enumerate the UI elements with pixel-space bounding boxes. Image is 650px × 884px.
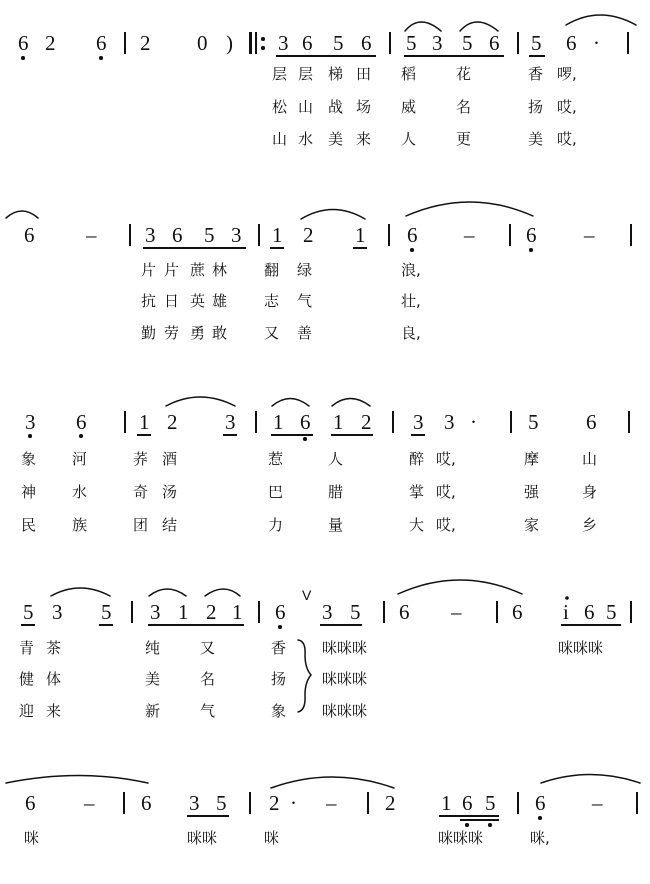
dash: –: [326, 791, 337, 815]
lyric: 勤: [141, 324, 157, 342]
lyric: 哎,: [557, 98, 577, 116]
tie: [541, 775, 640, 784]
underline: [143, 247, 246, 249]
note: 5: [350, 600, 361, 624]
lyric: 咪: [264, 829, 280, 847]
note: 3: [225, 410, 236, 434]
refrain-lyric: 咪咪咪: [322, 670, 368, 688]
lyric: 浪,: [401, 261, 421, 279]
note: 6: [489, 31, 500, 55]
lyric: 香: [528, 65, 544, 83]
bar-line: [630, 601, 632, 623]
lyric: 人: [328, 450, 344, 468]
lyric: 田: [356, 65, 372, 83]
lower-octave-dot: [465, 823, 469, 827]
lyric: 英: [190, 292, 206, 310]
slur: [332, 399, 370, 407]
note: 2: [140, 31, 151, 55]
close-paren: ): [226, 31, 233, 55]
lyric: 善: [297, 324, 313, 342]
note: 1: [355, 223, 366, 247]
underline: [187, 815, 229, 817]
bar-line: [258, 601, 260, 623]
lyric: 咪: [24, 829, 40, 847]
bar-line: [258, 224, 260, 246]
bar-line: [517, 792, 519, 814]
bar-line: [123, 792, 125, 814]
note: 6: [512, 600, 523, 624]
lyric: 摩: [524, 450, 540, 468]
underline: [99, 624, 113, 626]
lower-octave-dot: [28, 434, 32, 438]
slur: [51, 588, 110, 596]
note: 5: [101, 600, 112, 624]
bar-line: [383, 601, 385, 623]
lower-octave-dot: [303, 437, 307, 441]
note-high-1: i: [563, 600, 569, 624]
lyric: 河: [72, 450, 88, 468]
slur: [205, 589, 240, 596]
lower-octave-dot: [79, 434, 83, 438]
underline: [148, 624, 244, 626]
lyric: 哎,: [436, 516, 456, 534]
tie: [6, 211, 38, 218]
note: 1: [232, 600, 243, 624]
bar-line: [509, 224, 511, 246]
lyric: 威: [401, 98, 417, 116]
lyric: 又: [264, 324, 280, 342]
note: 6: [462, 791, 473, 815]
lyric: 身: [582, 483, 598, 501]
lyric: 松: [272, 98, 288, 116]
lyric: 力: [268, 516, 284, 534]
note: 6: [96, 31, 107, 55]
note: 6: [302, 31, 313, 55]
lyric: 来: [356, 130, 372, 148]
lyric: 劳: [164, 324, 180, 342]
note: 3: [278, 31, 289, 55]
note: 1: [441, 791, 452, 815]
note: 6: [535, 791, 546, 815]
note: 3: [145, 223, 156, 247]
lyric: 壮,: [401, 292, 421, 310]
note: 6: [399, 600, 410, 624]
note: 1: [178, 600, 189, 624]
underline: [411, 434, 425, 436]
repeat-dot: [261, 46, 265, 50]
lyric: 又: [200, 639, 216, 657]
note: 6: [76, 410, 87, 434]
lyric: 象: [271, 702, 287, 720]
lower-octave-dot: [529, 248, 533, 252]
bar-line: [124, 411, 126, 433]
lower-octave-dot: [21, 56, 25, 60]
lyric: 气: [297, 292, 313, 310]
note: 0: [197, 31, 208, 55]
note: 3: [231, 223, 242, 247]
dash: –: [464, 223, 475, 247]
lyric: 层: [272, 65, 288, 83]
dash: –: [84, 791, 95, 815]
underline: [561, 624, 621, 626]
note: 5: [406, 31, 417, 55]
refrain-lyric: 咪咪咪: [322, 702, 368, 720]
underline: [271, 434, 313, 436]
bar-line: [627, 32, 629, 54]
note: 5: [462, 31, 473, 55]
lyric: 咪咪咪: [438, 829, 484, 847]
lyric: 掌: [409, 483, 425, 501]
lyric: 雄: [212, 292, 228, 310]
note: 2: [269, 791, 280, 815]
lyric: 咪,: [530, 829, 550, 847]
lyric: 山: [272, 130, 288, 148]
lyric: 量: [328, 516, 344, 534]
lyric: 翻: [264, 261, 280, 279]
lyric: 名: [200, 670, 216, 688]
slur: [460, 22, 498, 31]
lyric: 片: [141, 261, 157, 279]
underline: [276, 55, 376, 57]
note: 5: [216, 791, 227, 815]
note: 5: [333, 31, 344, 55]
lyric: 名: [456, 98, 472, 116]
lower-octave-dot: [538, 816, 542, 820]
slur: [301, 210, 365, 220]
underline: [320, 624, 362, 626]
bar-line: [630, 224, 632, 246]
lyric: 纯: [145, 639, 161, 657]
lyric: 新: [145, 702, 161, 720]
lyric: 强: [524, 483, 540, 501]
note: 5: [23, 600, 34, 624]
underline: [331, 434, 373, 436]
underline: [137, 434, 151, 436]
bar-line: [124, 32, 126, 54]
note: 2: [303, 223, 314, 247]
lower-octave-dot: [488, 823, 492, 827]
slur: [149, 589, 186, 596]
note: 2: [45, 31, 56, 55]
note: 6: [566, 31, 577, 55]
lyric: 惹: [268, 450, 284, 468]
note: 6: [275, 600, 286, 624]
note: 3: [25, 410, 36, 434]
lyric: 扬: [528, 98, 544, 116]
note: 3: [189, 791, 200, 815]
lyric: 腊: [328, 483, 344, 501]
lyric: 健: [19, 670, 35, 688]
refrain-lyric: 咪咪咪: [558, 639, 604, 657]
lyric: 梯: [328, 65, 344, 83]
note: 6: [25, 791, 36, 815]
lyric: 美: [528, 130, 544, 148]
repeat-start-thin: [255, 32, 257, 54]
note: 2: [385, 791, 396, 815]
lyric: 水: [72, 483, 88, 501]
bar-line: [496, 601, 498, 623]
bar-line: [249, 792, 251, 814]
lyric: 哎,: [436, 450, 456, 468]
lyric: 稻: [401, 65, 417, 83]
note: 6: [24, 223, 35, 247]
note: 1: [273, 410, 284, 434]
lyric: 美: [328, 130, 344, 148]
lyric: 荞: [133, 450, 149, 468]
note: 2: [361, 410, 372, 434]
lyric: 敢: [212, 324, 228, 342]
lyric: 气: [200, 702, 216, 720]
bar-line: [131, 601, 133, 623]
note: 3: [432, 31, 443, 55]
bar-line: [517, 32, 519, 54]
augmentation-dot: ·: [593, 31, 600, 55]
verse-brace: [298, 640, 311, 712]
note: 6: [584, 600, 595, 624]
note: 6: [361, 31, 372, 55]
note: 5: [528, 410, 539, 434]
lyric: 林: [212, 261, 228, 279]
lyric: 花: [456, 65, 472, 83]
lyric: 日: [164, 292, 180, 310]
dash: –: [592, 791, 603, 815]
lyric: 志: [264, 292, 280, 310]
lyric: 抗: [141, 292, 157, 310]
dash: –: [451, 600, 462, 624]
lyric: 族: [72, 516, 88, 534]
bar-line: [389, 32, 391, 54]
note: 5: [485, 791, 496, 815]
lyric: 勇: [190, 324, 206, 342]
underline: [439, 815, 499, 817]
lyric: 山: [582, 450, 598, 468]
lower-octave-dot: [278, 625, 282, 629]
lyric: 醉: [409, 450, 425, 468]
bar-line: [628, 411, 630, 433]
note: 6: [407, 223, 418, 247]
bar-line: [392, 411, 394, 433]
note: 2: [206, 600, 217, 624]
underline: [223, 434, 237, 436]
lyric: 民: [21, 516, 37, 534]
note: 3: [52, 600, 63, 624]
slur: [166, 397, 235, 406]
underline: [21, 624, 35, 626]
note: 1: [139, 410, 150, 434]
lyric: 水: [298, 130, 314, 148]
repeat-start-thick: [249, 32, 252, 54]
lyric: 战: [328, 98, 344, 116]
lyric: 迎: [19, 702, 35, 720]
lyric: 啰,: [557, 65, 577, 83]
lyric: 团: [133, 516, 149, 534]
lyric: 片: [164, 261, 180, 279]
bar-line: [367, 792, 369, 814]
bar-line: [255, 411, 257, 433]
augmentation-dot: ·: [290, 791, 297, 815]
slur: [272, 399, 309, 407]
breath-mark: V: [302, 587, 312, 603]
lyric: 场: [356, 98, 372, 116]
lyric: 结: [162, 516, 178, 534]
augmentation-dot: ·: [470, 410, 477, 434]
tie: [566, 15, 636, 25]
note: 1: [333, 410, 344, 434]
lyric: 来: [46, 702, 62, 720]
tie: [406, 202, 533, 216]
note: 5: [531, 31, 542, 55]
lyric: 奇: [133, 483, 149, 501]
lyric: 更: [456, 130, 472, 148]
tie: [271, 777, 394, 788]
note: 6: [172, 223, 183, 247]
lyric: 神: [21, 483, 37, 501]
lyric: 酒: [162, 450, 178, 468]
lyric: 香: [271, 639, 287, 657]
lyric: 大: [409, 516, 425, 534]
underline: [460, 819, 499, 821]
dash: –: [584, 223, 595, 247]
note: 6: [586, 410, 597, 434]
lyric: 美: [145, 670, 161, 688]
slur: [405, 22, 441, 31]
refrain-lyric: 咪咪咪: [322, 639, 368, 657]
note: 3: [444, 410, 455, 434]
note: 3: [413, 410, 424, 434]
lower-octave-dot: [410, 248, 414, 252]
repeat-dot: [261, 37, 265, 41]
underline: [353, 247, 367, 249]
note: 5: [204, 223, 215, 247]
lyric: 体: [46, 670, 62, 688]
lyric: 蔗: [190, 261, 206, 279]
note: 6: [526, 223, 537, 247]
lyric: 人: [401, 130, 417, 148]
note: 2: [167, 410, 178, 434]
lyric: 层: [298, 65, 314, 83]
note: 5: [606, 600, 617, 624]
lyric: 哎,: [557, 130, 577, 148]
lyric: 乡: [582, 516, 598, 534]
underline: [270, 247, 284, 249]
underline: [529, 55, 545, 57]
note: 3: [150, 600, 161, 624]
lyric: 山: [298, 98, 314, 116]
bar-line: [510, 411, 512, 433]
tie: [398, 580, 522, 594]
lyric: 象: [21, 450, 37, 468]
underline: [404, 55, 504, 57]
note: 3: [322, 600, 333, 624]
lyric: 扬: [271, 670, 287, 688]
bar-line: [636, 792, 638, 814]
note: 6: [300, 410, 311, 434]
lyric: 哎,: [436, 483, 456, 501]
lyric: 咪咪: [187, 829, 218, 847]
lyric: 家: [524, 516, 540, 534]
dash: –: [86, 223, 97, 247]
lyric: 良,: [401, 324, 421, 342]
note: 6: [141, 791, 152, 815]
bar-line: [388, 224, 390, 246]
lyric: 巴: [268, 483, 284, 501]
bar-line: [129, 224, 131, 246]
lower-octave-dot: [99, 56, 103, 60]
lyric: 青: [19, 639, 35, 657]
note: 6: [18, 31, 29, 55]
lyric: 绿: [297, 261, 313, 279]
lyric: 茶: [46, 639, 62, 657]
lyric: 汤: [162, 483, 178, 501]
tie: [6, 776, 148, 784]
note: 1: [272, 223, 283, 247]
